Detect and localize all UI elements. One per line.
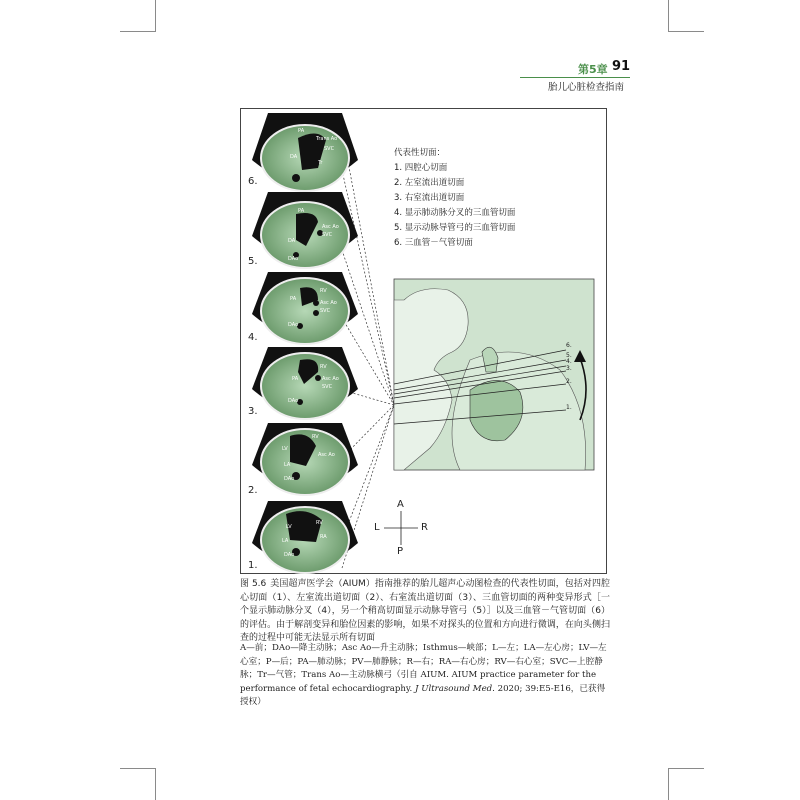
journal-name: J Ultrasound Med. [415, 683, 495, 694]
scan-anatomy-label: RV [320, 288, 327, 294]
scan-anatomy-label: Trans Ao [316, 136, 338, 142]
scan-label-3: 3. [248, 406, 258, 417]
plane-number: 2. [566, 378, 572, 385]
ultrasound-scan-2 [252, 423, 358, 495]
scan-anatomy-label: LV [286, 524, 292, 530]
scan-anatomy-label: PA [298, 208, 305, 214]
scan-label-4: 4. [248, 332, 258, 343]
scan-anatomy-label: Asc Ao [322, 376, 339, 382]
compass-posterior: P [397, 546, 404, 557]
scan-anatomy-label: LA [282, 538, 289, 544]
scan-anatomy-label: RV [312, 434, 319, 440]
scan-anatomy-label: DAo [288, 322, 299, 328]
figure-number: 图 5.6 [240, 579, 267, 589]
scan-anatomy-label: DAo [284, 476, 295, 482]
chapter-label: 第5章 [578, 63, 608, 76]
orientation-compass [384, 511, 418, 545]
scan-anatomy-label: DA [290, 154, 298, 160]
plane-number: 1. [566, 404, 572, 411]
plane-number: 3. [566, 365, 572, 372]
ultrasound-scan-6 [252, 113, 358, 191]
scan-label-2: 2. [248, 485, 258, 496]
scan-anatomy-label: LA [284, 462, 291, 468]
scan-label-5: 5. [248, 256, 258, 267]
scan-anatomy-label: RA [320, 534, 327, 540]
ultrasound-scan-4 [252, 272, 358, 344]
scan-label-1: 1. [248, 560, 258, 571]
scan-anatomy-label: DAo [288, 256, 299, 262]
scan-anatomy-label: DA [288, 238, 296, 244]
abbreviation-list [240, 642, 612, 710]
scan-anatomy-label: SVC [322, 232, 333, 238]
ultrasound-scan-5 [252, 192, 358, 268]
scan-anatomy-label: DAo [284, 552, 295, 558]
legend-item: 5. 显示动脉导管弓的三血管切面 [394, 223, 516, 233]
scan-anatomy-label: Asc Ao [322, 224, 339, 230]
plane-legend [394, 146, 515, 251]
scan-anatomy-label: SVC [322, 384, 333, 390]
ultrasound-scan-1 [252, 501, 358, 573]
legend-item: 3. 右室流出道切面 [394, 193, 465, 203]
scan-anatomy-label: PA [298, 128, 305, 134]
scan-anatomy-label: Tr [318, 160, 323, 166]
scan-anatomy-label: SVC [320, 308, 331, 314]
caption-text: 美国超声医学会（AIUM）指南推荐的胎儿超声心动图检查的代表性切面，包括对四腔心切面（1）、左室流出道切面（2）、右室流出道切面（3）、三血管切面的两种变异形式［一个显示肺动脉分叉（4），另一个稍高切面显示动脉导管弓（5）］以及三血管－气管切面（6）的评估。由于解剖变异和胎位因素的影响，如果不对探头的位置和方向进行微调，在向头侧扫查的过程中可能无法显示所有切面 [240, 579, 610, 644]
plane-number: 4. [566, 358, 572, 365]
page-number: 91 [612, 59, 631, 74]
legend-item: 4. 显示肺动脉分叉的三血管切面 [394, 208, 516, 218]
scan-anatomy-label: DAo [288, 398, 299, 404]
legend-item: 1. 四腔心切面 [394, 163, 448, 173]
citation-tail: 2020; 39:E5-E16，已获得授权） [240, 683, 606, 708]
plane-number: 6. [566, 342, 572, 349]
figure-caption [240, 578, 610, 646]
chapter-subtitle: 胎儿心脏检查指南 [548, 82, 625, 93]
scan-anatomy-label: RV [320, 364, 327, 370]
compass-left: L [374, 522, 380, 533]
legend-title: 代表性切面： [394, 148, 446, 158]
scan-anatomy-label: PA [290, 296, 297, 302]
scan-anatomy-label: PA [292, 376, 299, 382]
abbreviation-text: A—前；DAo—降主动脉；Asc Ao—升主动脉；Isthmus—峡部；L—左；LA—左心房；LV—左心室；P—后；PA—肺动脉；PV—肺静脉；R—右；RA—右心房；RV—右心室；SVC—上腔静脉；Tr—气管；Trans Ao—主动脉横弓（引自 AIUM. AIUM practice parameter for the performance of fetal echocardiography. [240, 643, 607, 694]
scan-anatomy-label: Asc Ao [320, 300, 337, 306]
scan-anatomy-label: SVC [324, 146, 335, 152]
legend-item: 6. 三血管－气管切面 [394, 238, 473, 248]
compass-anterior: A [397, 499, 404, 510]
scan-anatomy-label: LV [282, 446, 288, 452]
compass-right: R [421, 522, 428, 533]
plane-number: 5. [566, 352, 572, 359]
legend-item: 2. 左室流出道切面 [394, 178, 465, 188]
ultrasound-scan-3 [252, 347, 358, 419]
scan-anatomy-label: Asc Ao [318, 452, 335, 458]
scan-anatomy-label: RV [316, 520, 323, 526]
scan-label-6: 6. [248, 176, 258, 187]
fetal-torso-illustration [394, 279, 594, 470]
